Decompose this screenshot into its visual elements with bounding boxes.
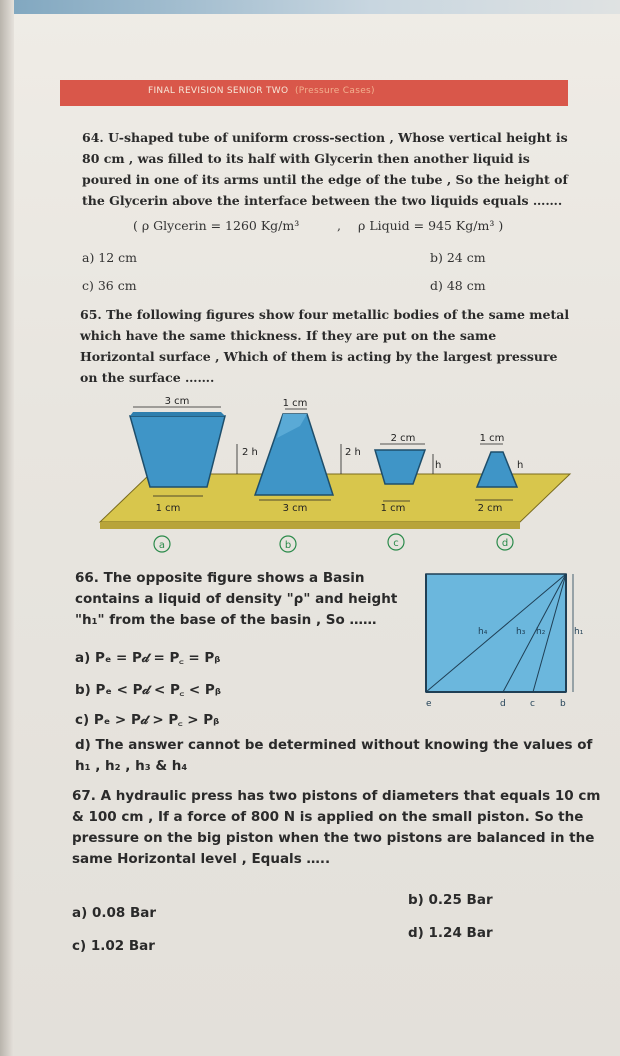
q66-line: "h₁" from the base of the basin , So …… bbox=[75, 612, 377, 628]
question-64-text bbox=[82, 127, 582, 211]
point-c: c bbox=[530, 699, 535, 709]
point-e: e bbox=[426, 699, 432, 709]
marker-a-label: a bbox=[158, 540, 166, 551]
marker-b-label: b bbox=[284, 540, 292, 551]
q67-option-c: c) 1.02 Bar bbox=[72, 938, 155, 954]
label-a-bottom: 1 cm bbox=[155, 503, 181, 514]
question-65-text bbox=[80, 304, 590, 388]
q64-line: poured in one of its arms until the edge of the tube , So the height of bbox=[82, 172, 568, 187]
q66-option-d-line: d) The answer cannot be determined without knowing the values of bbox=[75, 737, 593, 753]
q66-option-c: c) Pₑ > P𝒹 > P꜀ > Pᵦ bbox=[75, 712, 220, 728]
metal-bodies-figure bbox=[95, 392, 575, 557]
q66-line: 66. The opposite figure shows a Basin bbox=[75, 570, 365, 586]
marker-d-label: d bbox=[501, 538, 509, 549]
q66-line: contains a liquid of density "ρ" and height bbox=[75, 591, 398, 607]
banner-tag: (Pressure Cases) bbox=[295, 86, 375, 96]
q67-line: pressure on the big piston when the two pistons are balanced in the bbox=[72, 830, 595, 846]
label-h4: h₄ bbox=[478, 627, 488, 637]
label-b-height: 2 h bbox=[345, 447, 361, 458]
label-c-bottom: 1 cm bbox=[380, 503, 406, 514]
point-d: d bbox=[500, 699, 506, 709]
marker-c-label: c bbox=[393, 538, 399, 549]
q64-line: the Glycerin above the interface between the two liquids equals ……. bbox=[82, 193, 563, 208]
binder-edge bbox=[0, 0, 14, 1056]
q67-option-b: b) 0.25 Bar bbox=[408, 892, 493, 908]
q64-density-glycerin: ( ρ Glycerin = 1260 Kg/m³ bbox=[133, 218, 300, 233]
label-c-height: h bbox=[435, 460, 442, 471]
q66-option-a: a) Pₑ = P𝒹 = P꜀ = Pᵦ bbox=[75, 650, 221, 666]
q64-option-d: d) 48 cm bbox=[430, 278, 486, 293]
point-b: b bbox=[560, 699, 566, 709]
top-edge bbox=[0, 0, 620, 14]
q64-line: 64. U-shaped tube of uniform cross-section , Whose vertical height is bbox=[82, 130, 568, 145]
label-d-bottom: 2 cm bbox=[477, 503, 503, 514]
q65-line: on the surface ……. bbox=[80, 370, 215, 385]
q64-density-sep: , bbox=[337, 218, 341, 233]
q64-line: 80 cm , was filled to its half with Glycerin then another liquid is bbox=[82, 151, 530, 166]
q67-option-d: d) 1.24 Bar bbox=[408, 925, 493, 941]
q65-line: 65. The following figures show four metallic bodies of the same metal bbox=[80, 307, 570, 322]
q64-option-b: b) 24 cm bbox=[430, 250, 486, 265]
header-banner bbox=[60, 80, 568, 106]
label-b-bottom: 3 cm bbox=[282, 503, 308, 514]
label-b-top: 1 cm bbox=[282, 398, 308, 409]
q66-option-d bbox=[75, 735, 595, 777]
q67-option-a: a) 0.08 Bar bbox=[72, 905, 157, 921]
surface-edge bbox=[100, 522, 520, 529]
label-a-top: 3 cm bbox=[164, 396, 190, 407]
q66-option-b: b) Pₑ < P𝒹 < P꜀ < Pᵦ bbox=[75, 682, 221, 698]
body-d bbox=[477, 452, 517, 487]
q67-line: 67. A hydraulic press has two pistons of diameters that equals 10 cm bbox=[72, 788, 601, 804]
label-d-height: h bbox=[517, 460, 524, 471]
q65-line: Horizontal surface , Which of them is acting by the largest pressure bbox=[80, 349, 558, 364]
label-d-top: 1 cm bbox=[479, 433, 505, 444]
q64-density-liquid: ρ Liquid = 945 Kg/m³ ) bbox=[358, 218, 504, 233]
label-c-top: 2 cm bbox=[390, 433, 416, 444]
q64-option-c: c) 36 cm bbox=[82, 278, 137, 293]
q64-option-a: a) 12 cm bbox=[82, 250, 138, 265]
q66-option-d-line: h₁ , h₂ , h₃ & h₄ bbox=[75, 758, 188, 774]
label-h2: h₂ bbox=[536, 627, 546, 637]
body-a-top bbox=[130, 412, 225, 416]
question-67-text bbox=[72, 786, 602, 870]
label-h1: h₁ bbox=[574, 627, 584, 637]
question-66-text bbox=[75, 568, 415, 631]
label-h3: h₃ bbox=[516, 627, 526, 637]
banner-title: FINAL REVISION SENIOR TWO bbox=[148, 86, 289, 96]
label-a-height: 2 h bbox=[242, 447, 258, 458]
basin-figure bbox=[418, 562, 598, 712]
q65-line: which have the same thickness. If they are put on the same bbox=[80, 328, 497, 343]
q67-line: same Horizontal level , Equals ….. bbox=[72, 851, 331, 867]
q67-line: & 100 cm , If a force of 800 N is applied on the small piston. So the bbox=[72, 809, 584, 825]
